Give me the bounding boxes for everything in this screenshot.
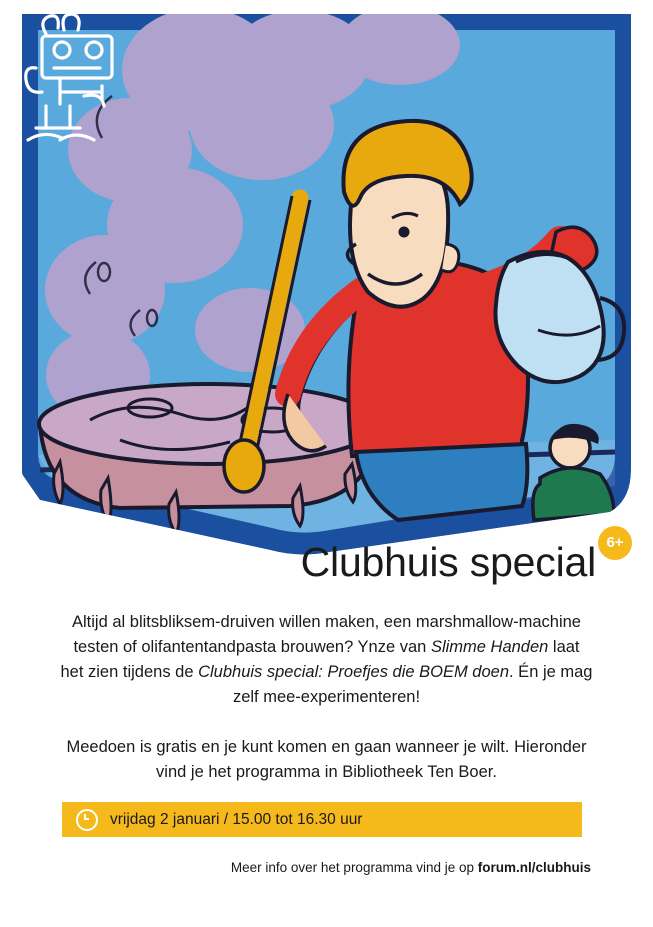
emphasis-text: Clubhuis special: Proefjes die BOEM doen xyxy=(198,663,510,681)
emphasis-text: Slimme Handen xyxy=(430,638,549,656)
schedule-text: vrijdag 2 januari / 15.00 tot 16.30 uur xyxy=(110,810,363,828)
title-row xyxy=(300,534,624,585)
age-badge: 6+ xyxy=(598,526,632,560)
plain-text: . Én je mag zelf mee-experimenteren! xyxy=(232,663,593,706)
clock-icon xyxy=(76,809,98,831)
footer-link[interactable]: forum.nl/clubhuis xyxy=(477,860,591,875)
footer-text: Meer info over het programma vind je op xyxy=(230,860,478,875)
participation-paragraph: Meedoen is gratis en je kunt komen en gaan wanneer je wilt. Hieronder vind je het programma in Bibliotheek Ten Boer. xyxy=(66,738,587,781)
description-paragraph xyxy=(60,610,593,710)
footer-info xyxy=(231,860,591,875)
page-title: Clubhuis special xyxy=(300,539,596,585)
poster-content xyxy=(0,530,653,927)
schedule-bar xyxy=(62,802,582,837)
plain-text: Altijd al blitsbliksem-druiven willen maken, een marshmallow-machine testen of olifantentandpasta brouwen? Ynze van xyxy=(72,613,581,656)
plain-text: laat het zien tijdens de xyxy=(60,638,580,681)
